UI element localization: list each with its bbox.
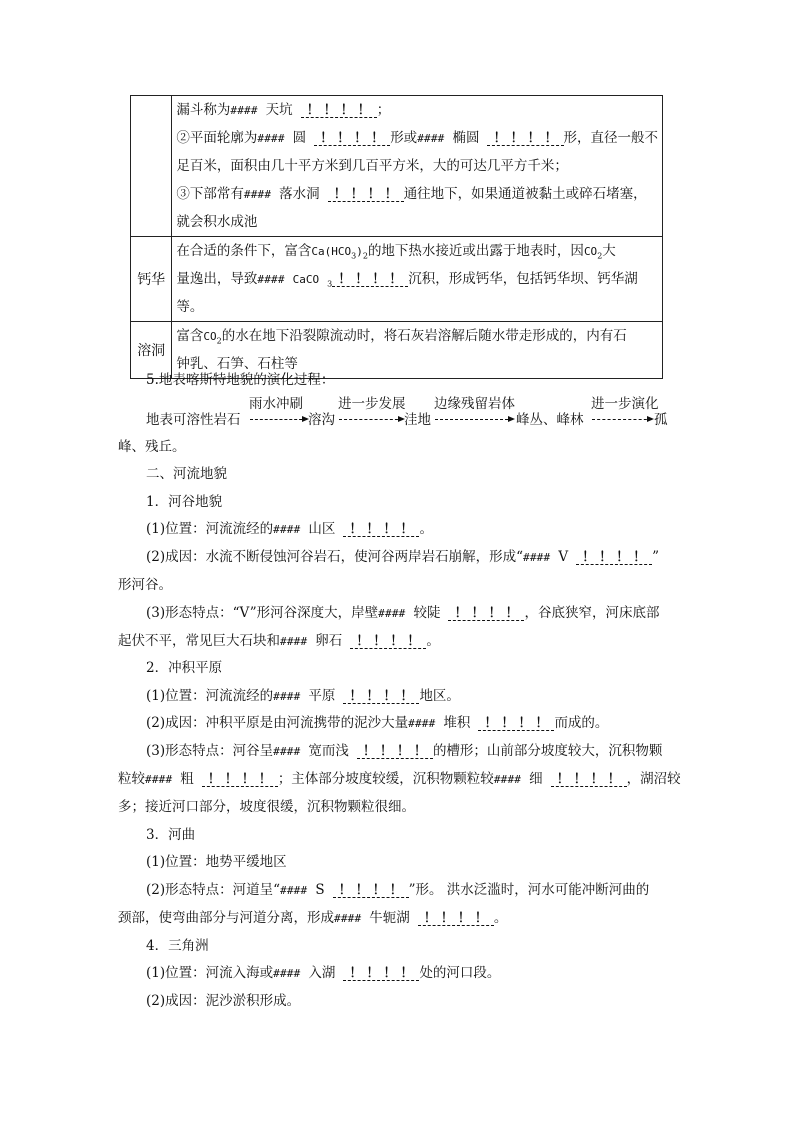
blank-marker: #### [145, 773, 173, 786]
text: 。 [493, 910, 508, 926]
subscript: 2 [216, 336, 222, 346]
text: 形，直径一般不 [563, 130, 658, 146]
answer-underline: ！！！！ [478, 715, 554, 731]
evolution-arrow-label: 雨水冲刷 [249, 396, 303, 412]
subsection-heading: 4．三角洲 [146, 938, 209, 954]
section-heading: 二、河流地貌 [146, 466, 227, 482]
karst-landform-table [130, 95, 663, 379]
chem-formula: Ca(HCO [311, 245, 352, 258]
answer-text: V [558, 549, 569, 565]
subscript: 2 [362, 251, 368, 261]
text: 而成的。 [554, 715, 609, 731]
text: 处的河口段。 [419, 965, 501, 981]
evolution-node: 峰丛、峰林 [516, 412, 584, 428]
dashed-arrow-icon [592, 419, 652, 420]
answer-underline: ！！！！ [301, 102, 377, 118]
table-line [176, 265, 658, 293]
answer-underline: ！！！！ [576, 549, 652, 565]
paragraph [146, 963, 500, 984]
evolution-arrow-label: 边缘残留岩体 [434, 396, 515, 412]
answer-underline: ！！！！ [202, 771, 278, 787]
text: ，湖沼较 [626, 771, 681, 787]
text: 的水在地下沿裂隙流动时，将石灰岩溶解后随水带走形成的，内有石 [221, 328, 627, 344]
answer-text: 粗 [180, 771, 194, 787]
blank-marker: #### [378, 607, 406, 620]
table-line: 钟乳、石笋、石柱等 [176, 356, 298, 372]
paragraph [146, 603, 659, 624]
paragraph [146, 519, 433, 540]
answer-underline: ！！！！ [343, 521, 419, 537]
answer-text: 堆积 [443, 715, 471, 731]
answer-text: 落水洞 [279, 186, 320, 202]
text: (3)形态特点：“V”形河谷深度大，岸壁 [146, 605, 379, 621]
answer-underline: ！！！！ [343, 965, 419, 981]
evolution-node: 地表可溶性岩石 [146, 412, 241, 428]
text: ；主体部分坡度较缓，沉积物颗粒较 [277, 771, 494, 787]
answer-text: 卵石 [315, 633, 343, 649]
chem-formula: CO [583, 245, 598, 258]
text: ③下部常有 [176, 186, 244, 202]
subscript: 2 [597, 251, 603, 261]
answer-text: 牛轭湖 [369, 910, 410, 926]
table-row-doline [131, 96, 663, 237]
subscript: 3 [351, 251, 357, 261]
text: 。 [426, 633, 440, 649]
text: 的地下热水接近或出露于地表时，因 [367, 243, 584, 259]
text: (2)形态特点：河道呈“ [146, 882, 281, 898]
text: 起伏不平，常见巨大石块和 [118, 633, 280, 649]
evolution-arrow-label: 进一步演化 [591, 396, 659, 412]
dashed-arrow-icon [339, 419, 403, 420]
blank-marker: #### [273, 523, 301, 536]
table-line [176, 322, 658, 350]
text: ②平面轮廓为 [176, 130, 258, 146]
paragraph: (1)位置：地势平缓地区 [146, 854, 287, 870]
blank-marker: #### [273, 745, 301, 758]
table-line [176, 180, 658, 208]
chem-formula: CO [203, 330, 217, 343]
answer-underline: ！！！！ [487, 130, 563, 146]
blank-marker: #### [230, 104, 258, 117]
evolution-diagram [146, 392, 666, 432]
subsection-heading: 2．冲积平原 [146, 660, 223, 676]
blank-marker: #### [523, 551, 551, 564]
table-row-travertine [131, 237, 663, 322]
answer-underline: ！！！！ [448, 605, 524, 621]
dashed-arrow-icon [250, 419, 307, 420]
text: ； [376, 102, 391, 118]
table-line [176, 96, 658, 124]
table-body-cell [172, 237, 663, 322]
blank-marker: #### [257, 132, 285, 145]
paragraph: (2)成因：泥沙淤积形成。 [146, 993, 301, 1009]
chem-formula: ) [356, 245, 363, 258]
subsection-heading: 3．河曲 [146, 827, 196, 843]
text: (2)成因：冲积平原是由河流携带的泥沙大量 [146, 715, 409, 731]
evolution-arrow-label: 进一步发展 [338, 396, 406, 412]
blank-marker: #### [243, 188, 272, 201]
answer-underline: ！！！！ [332, 271, 408, 287]
answer-text: S [315, 882, 325, 898]
text: 形或 [390, 130, 418, 146]
answer-text: 山区 [308, 521, 336, 537]
table-line: 等。 [176, 299, 204, 315]
answer-text: 椭圆 [452, 130, 480, 146]
paragraph [146, 741, 662, 762]
dashed-arrow-icon [435, 419, 513, 420]
answer-underline: ！！！！ [418, 910, 494, 926]
answer-text: 入湖 [308, 965, 336, 981]
blank-marker: #### [257, 273, 285, 286]
text: ” [652, 549, 659, 565]
table-line: 就会积水成池 [176, 214, 258, 230]
answer-underline: ！！！！ [343, 688, 419, 704]
answer-text: 较陡 [413, 605, 441, 621]
blank-marker: #### [417, 132, 445, 145]
evolution-node: 溶沟 [308, 412, 335, 428]
blank-marker: #### [493, 773, 522, 786]
text: (2)成因：水流不断侵蚀河谷岩石，使河谷两岸岩石崩解，形成“ [146, 549, 524, 565]
text: 富含 [176, 328, 204, 344]
text: (1)位置：河流流经的 [146, 688, 274, 704]
text: 地区。 [419, 688, 460, 704]
table-label-cell: 溶洞 [131, 322, 172, 379]
text: 粒较 [118, 771, 145, 787]
text: 。 [419, 521, 433, 537]
paragraph-continuation: 形河谷。 [118, 577, 172, 593]
text: 量逸出，导致 [176, 271, 258, 287]
text: 大 [602, 243, 616, 259]
answer-underline: ！！！！ [551, 771, 627, 787]
answer-text: 宽而浅 [308, 743, 349, 759]
table-label-cell: 钙华 [131, 237, 172, 322]
answer-text: 天坑 [265, 102, 293, 118]
paragraph [146, 547, 659, 568]
subsection-heading: 1．河谷地貌 [146, 494, 223, 510]
text: 颈部，使弯曲部分与河道分离，形成 [118, 910, 334, 926]
text: 的槽形；山前部分坡度较大，沉积物颗 [432, 743, 663, 759]
text: (1)位置：河流入海或 [146, 965, 274, 981]
answer-text: 平原 [308, 688, 336, 704]
table-body-cell [172, 96, 663, 237]
paragraph-continuation: 峰、残丘。 [118, 439, 186, 455]
section-heading: 5.地表喀斯特地貌的演化过程： [146, 372, 335, 388]
table-line [176, 124, 658, 152]
paragraph-continuation: 多；接近河口部分，坡度很缓，沉积物颗粒很细。 [118, 799, 415, 815]
subscript: 3 [327, 279, 333, 289]
evolution-node: 孤 [654, 412, 668, 428]
text: ，谷底狭窄，河床底部 [524, 605, 660, 621]
blank-marker: #### [334, 912, 362, 925]
table-line [176, 237, 658, 265]
answer-underline: ！！！！ [328, 186, 404, 202]
evolution-node: 洼地 [404, 412, 431, 428]
paragraph [146, 713, 608, 734]
text: (3)形态特点：河谷呈 [146, 743, 274, 759]
text: (1)位置：河流流经的 [146, 521, 274, 537]
answer-underline: ！！！！ [350, 633, 426, 649]
blank-marker: #### [273, 967, 301, 980]
paragraph-continuation [118, 769, 681, 790]
answer-underline: ！！！！ [357, 743, 433, 759]
text: 通往地下，如果通道被黏土或碎石堵塞， [403, 186, 647, 202]
paragraph-continuation [118, 631, 440, 652]
text: 在合适的条件下，富含 [176, 243, 312, 259]
answer-text: 细 [529, 771, 543, 787]
table-label-cell-empty [131, 96, 172, 237]
text: 沉积，形成钙华，包括钙华坝、钙华湖 [408, 271, 638, 287]
paragraph-continuation [118, 908, 507, 929]
text: ”形。 洪水泛滥时，河水可能冲断河曲的 [408, 882, 650, 898]
answer-underline: ！！！！ [333, 882, 409, 898]
answer-underline: ！！！！ [314, 130, 390, 146]
answer-text: CaCO [292, 273, 320, 286]
blank-marker: #### [280, 884, 308, 897]
table-line: 足百米，面积由几十平方米到几百平方米，大的可达几平方千米； [176, 158, 568, 174]
answer-text: 圆 [292, 130, 307, 146]
text: 漏斗称为 [176, 102, 231, 118]
blank-marker: #### [408, 717, 436, 730]
blank-marker: #### [280, 635, 308, 648]
paragraph [146, 686, 460, 707]
blank-marker: #### [273, 690, 301, 703]
paragraph [146, 880, 649, 901]
